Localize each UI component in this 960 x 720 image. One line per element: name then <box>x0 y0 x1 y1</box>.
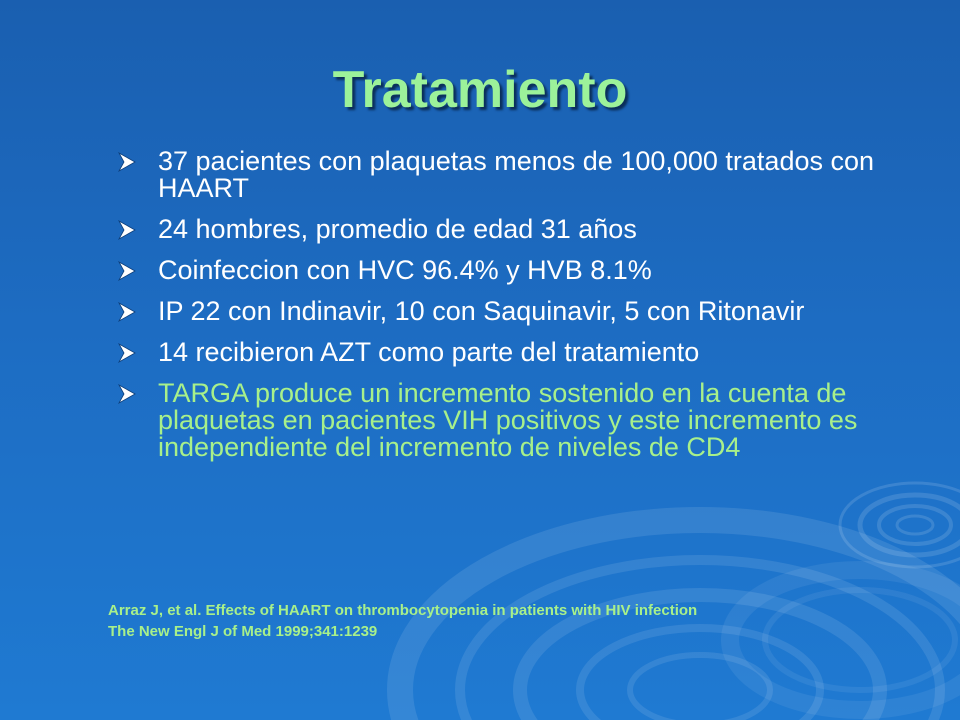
bullet-list <box>118 148 918 475</box>
bullet-item-conclusion <box>118 380 918 461</box>
bullet-text: 14 recibieron AZT como parte del tratamiento <box>158 337 700 367</box>
arrow-bullet-icon <box>118 384 136 404</box>
arrow-bullet-icon <box>118 343 136 363</box>
slide-title: Tratamiento <box>332 61 628 119</box>
bullet-item <box>118 148 918 202</box>
citation <box>108 600 868 642</box>
citation-line-1: Arraz J, et al. Effects of HAART on thrombocytopenia in patients with HIV infection <box>108 602 698 619</box>
bullet-text: TARGA produce un incremento sostenido en la cuenta de plaquetas en pacientes VIH positivos y este incremento es independiente del incremento de niveles de CD4 <box>158 378 858 462</box>
arrow-bullet-icon <box>118 152 136 172</box>
bullet-item <box>118 257 918 284</box>
arrow-bullet-icon <box>118 220 136 240</box>
bullet-text: Coinfeccion con HVC 96.4% y HVB 8.1% <box>158 255 652 285</box>
bullet-text: 24 hombres, promedio de edad 31 años <box>158 214 637 244</box>
arrow-bullet-icon <box>118 261 136 281</box>
bullet-text: 37 pacientes con plaquetas menos de 100,000 tratados con HAART <box>158 146 875 203</box>
bullet-item <box>118 339 918 366</box>
bullet-item <box>118 216 918 243</box>
bullet-item <box>118 298 918 325</box>
bullet-text: IP 22 con Indinavir, 10 con Saquinavir, 5 con Ritonavir <box>158 296 805 326</box>
citation-line-2: The New Engl J of Med 1999;341:1239 <box>108 623 378 640</box>
arrow-bullet-icon <box>118 302 136 322</box>
